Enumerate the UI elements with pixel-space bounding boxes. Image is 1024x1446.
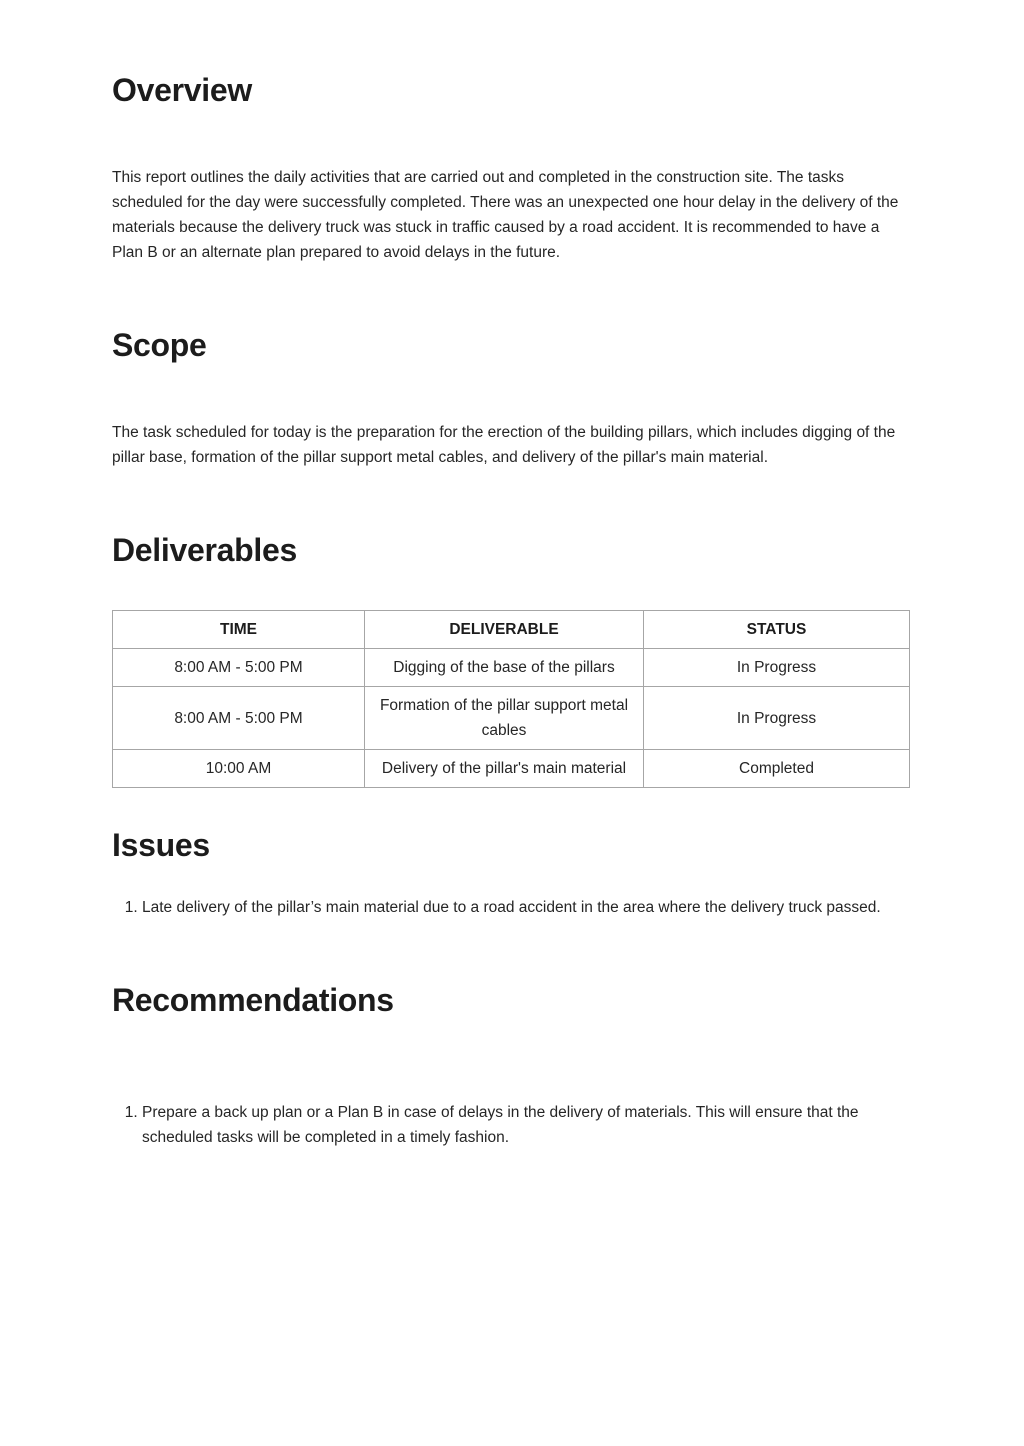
issues-list [112,895,910,920]
scope-paragraph: The task scheduled for today is the preparation for the erection of the building pillars, which includes digging of the pillar base, formation of the pillar support metal cables, and delivery of the pillar's main material. [112,424,896,466]
table-row [113,750,910,788]
list-item: 1. Prepare a back up plan or a Plan B in case of delays in the delivery of materials. This will ensure that the scheduled tasks will be completed in a timely fashion. [142,1100,910,1150]
column-header-status: STATUS [644,611,910,649]
cell-deliverable: Formation of the pillar support metal cables [365,687,644,750]
issues-heading: Issues [112,827,210,863]
cell-deliverable: Delivery of the pillar's main material [365,750,644,788]
column-header-deliverable: DELIVERABLE [365,611,644,649]
cell-time: 8:00 AM - 5:00 PM [113,687,365,750]
overview-paragraph: This report outlines the daily activities that are carried out and completed in the construction site. The tasks scheduled for the day were successfully completed. There was an unexpected one hour delay in the delivery of the materials because the delivery truck was stuck in traffic caused by a road accident. It is recommended to have a Plan B or an alternate plan prepared to avoid delays in the future. [112,169,899,261]
list-item: 1. Late delivery of the pillar’s main material due to a road accident in the area where the delivery truck passed. [142,895,910,920]
scope-heading: Scope [112,327,207,363]
recommendations-heading: Recommendations [112,982,394,1018]
cell-time: 10:00 AM [113,750,365,788]
table-header-row [113,611,910,649]
deliverables-table [112,610,910,788]
cell-status: In Progress [644,687,910,750]
cell-status: In Progress [644,649,910,687]
cell-status: Completed [644,750,910,788]
cell-time: 8:00 AM - 5:00 PM [113,649,365,687]
deliverables-heading: Deliverables [112,532,297,568]
column-header-time: TIME [113,611,365,649]
overview-heading: Overview [112,72,252,108]
table-row [113,687,910,750]
table-row [113,649,910,687]
recommendations-list [112,1100,910,1150]
cell-deliverable: Digging of the base of the pillars [365,649,644,687]
